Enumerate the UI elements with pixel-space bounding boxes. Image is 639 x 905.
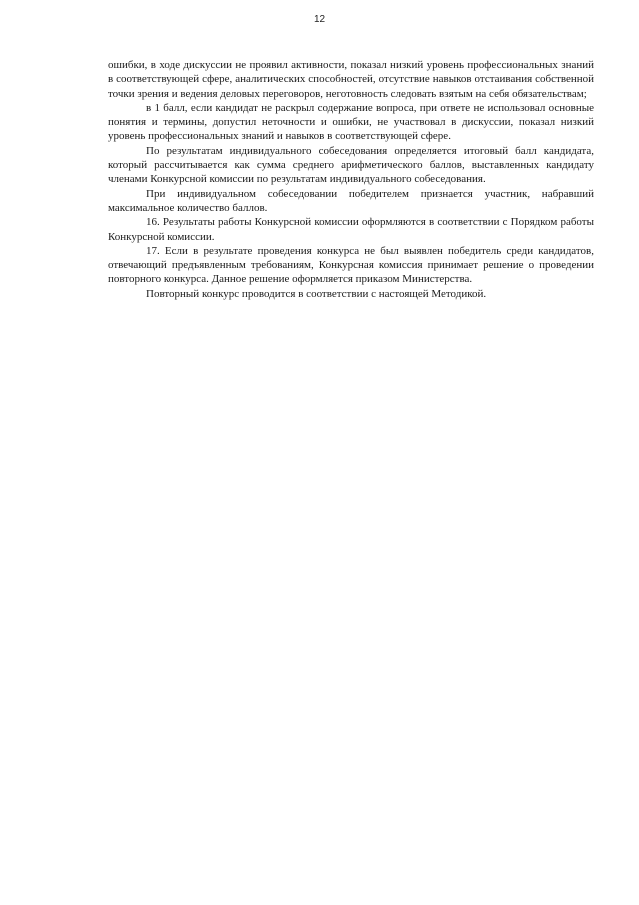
paragraph: По результатам индивидуального собеседования определяется итоговый балл кандидата, который рассчитывается как сумма среднего арифметического баллов, выставленных кандидату членами Конкурсной комиссии по результатам индивидуального собеседования. <box>108 144 594 186</box>
paragraph: 17. Если в результате проведения конкурса не был выявлен победитель среди кандидатов, отвечающий предъявленным требованиям, Конкурсная комиссия принимает решение о проведении повторного конкурса. Данное решение оформляется приказом Министерства. <box>108 244 594 286</box>
paragraph: ошибки, в ходе дискуссии не проявил активности, показал низкий уровень профессиональных знаний в соответствующей сфере, аналитических способностей, отсутствие навыков отстаивания собственной точки зрения и ведения деловых переговоров, неготовность следовать взятым на себя обязательствам; <box>108 59 594 100</box>
paragraph: 16. Результаты работы Конкурсной комиссии оформляются в соответствии с Порядком работы Конкурсной комиссии. <box>108 216 594 243</box>
body-text <box>108 58 594 301</box>
paragraph: При индивидуальном собеседовании победителем признается участник, набравший максимальное количество баллов. <box>108 187 594 214</box>
paragraph: в 1 балл, если кандидат не раскрыл содержание вопроса, при ответе не использовал основные понятия и термины, допустил неточности и ошибки, не участвовал в дискуссии, показал низкий уровень профессиональных знаний и навыков в соответствующей сфере. <box>108 101 594 143</box>
paragraph: Повторный конкурс проводится в соответствии с настоящей Методикой. <box>146 287 487 300</box>
page-number: 12 <box>313 14 326 25</box>
